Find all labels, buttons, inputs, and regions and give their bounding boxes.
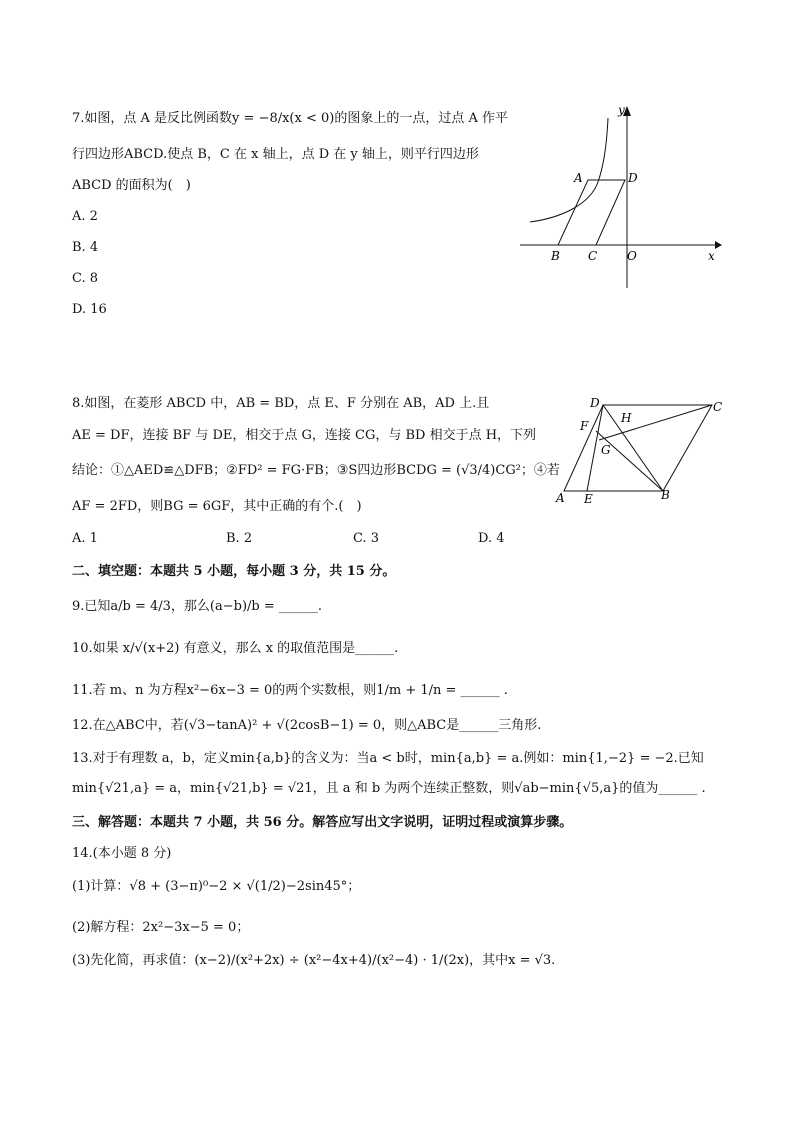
q8-option-a: A. 1 <box>72 531 98 546</box>
label-o: O <box>627 249 637 263</box>
label-c: C <box>713 400 723 414</box>
label-b: B <box>551 249 560 263</box>
segment-bf <box>596 431 663 491</box>
segment-bd <box>603 405 663 491</box>
q10: 10.如果 x/√(x+2) 有意义，那么 x 的取值范围是______. <box>72 641 399 656</box>
label-y: y <box>618 103 625 117</box>
label-d: D <box>590 396 600 410</box>
q7-option-c: C. 8 <box>72 271 99 286</box>
q7-line2: 行四边形ABCD.使点 B，C 在 x 轴上，点 D 在 y 轴上，则平行四边形 <box>72 147 479 162</box>
q7-option-a: A. 2 <box>72 209 98 224</box>
label-h: H <box>621 411 632 425</box>
q8-line3: 结论：①△AED≌△DFB；②FD² = FG·FB；③S四边形BCDG = (√3/4)CG²；④若 <box>72 463 560 478</box>
q14-part1: (1)计算：√8 + (3−π)⁰−2 × √(1/2)−2sin45°； <box>72 879 361 894</box>
x-axis-arrow <box>715 241 722 249</box>
q12: 12.在△ABC中，若(√3−tanA)² + √(2cosB−1) = 0，则△ABC是______三角形. <box>72 718 542 733</box>
label-c: C <box>588 249 598 263</box>
q7-option-b: B. 4 <box>72 240 99 255</box>
q7-option-d: D. 16 <box>72 302 107 317</box>
q7-line3: ABCD 的面积为( ) <box>72 178 191 193</box>
label-e: E <box>584 492 593 506</box>
q8-option-c: C. 3 <box>353 531 380 546</box>
parallelogram-abcd <box>558 180 625 245</box>
q11: 11.若 m、n 为方程x²−6x−3 = 0的两个实数根，则1/m + 1/n = ______ . <box>72 683 508 698</box>
q8-figure <box>550 392 730 512</box>
label-a: A <box>556 491 565 505</box>
q13-line1: 13.对于有理数 a，b，定义min{a,b}的含义为：当a < b时，min{a,b} = a.例如：min{1,−2} = −2.已知 <box>72 751 704 766</box>
q7-line1: 7.如图，点 A 是反比例函数y = −8/x(x < 0)的图象上的一点，过点 A 作平 <box>72 111 508 126</box>
q8-option-d: D. 4 <box>478 531 505 546</box>
label-b: B <box>661 488 670 502</box>
q14-part3: (3)先化简，再求值：(x−2)/(x²+2x) ÷ (x²−4x+4)/(x²−4) · 1/(2x)，其中x = √3. <box>72 953 556 968</box>
label-a: A <box>574 171 583 185</box>
q13-line2: min{√21,a} = a，min{√21,b} = √21，且 a 和 b 为两个连续正整数，则√ab−min{√5,a}的值为______ . <box>72 781 706 796</box>
rhombus-abcd <box>564 405 712 491</box>
q8-line4: AF = 2FD，则BG = 6GF，其中正确的有个.( ) <box>72 499 362 514</box>
label-d: D <box>628 171 638 185</box>
q9: 9.已知a/b = 4/3，那么(a−b)/b = ______. <box>72 599 323 614</box>
q14-part2: (2)解方程：2x²−3x−5 = 0； <box>72 920 250 935</box>
q14-title: 14.(本小题 8 分) <box>72 846 172 861</box>
q8-option-b: B. 2 <box>226 531 253 546</box>
label-g: G <box>601 443 611 457</box>
q7-figure <box>510 100 725 295</box>
hyperbola-curve <box>530 118 608 222</box>
label-x: x <box>708 249 715 263</box>
q8-line1: 8.如图，在菱形 ABCD 中，AB = BD，点 E、F 分别在 AB，AD 上.且 <box>72 396 490 411</box>
q8-line2: AE = DF，连接 BF 与 DE，相交于点 G，连接 CG，与 BD 相交于点 H，下列 <box>72 428 537 443</box>
label-f: F <box>580 419 589 433</box>
section-3-heading: 三、解答题：本题共 7 小题，共 56 分。解答应写出文字说明，证明过程或演算步骤。 <box>72 815 573 830</box>
section-2-heading: 二、填空题：本题共 5 小题，每小题 3 分，共 15 分。 <box>72 564 396 579</box>
